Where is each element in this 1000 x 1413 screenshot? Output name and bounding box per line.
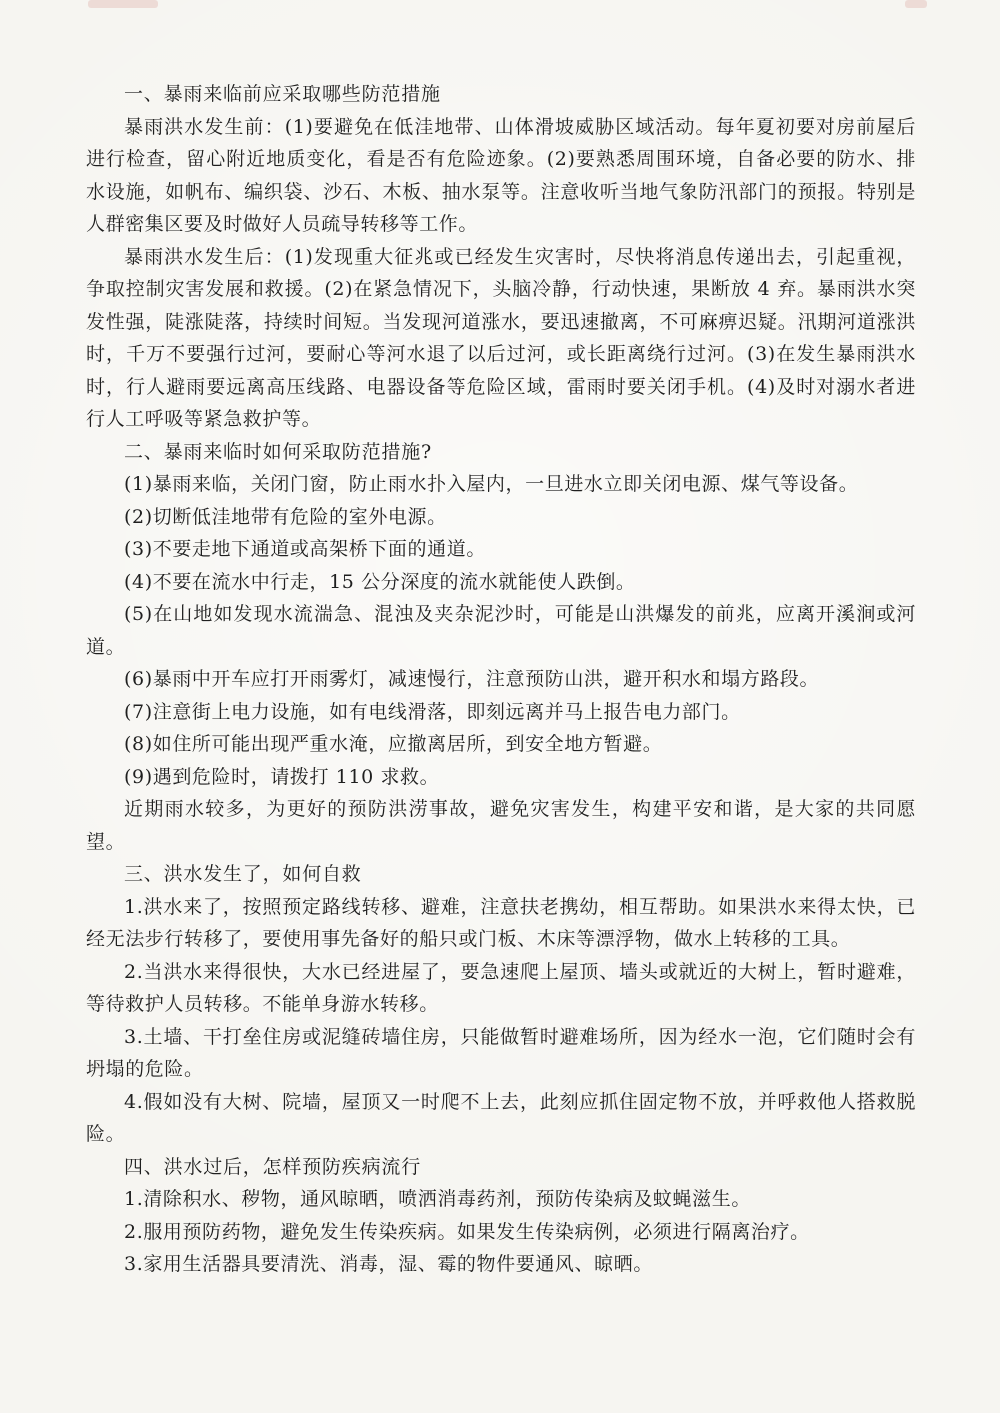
- list-item: 1.洪水来了，按照预定路线转移、避难，注意扶老携幼，相互帮助。如果洪水来得太快，已经无法步行转移了，要使用事先备好的船只或门板、木床等漂浮物，做水上转移的工具。: [86, 895, 916, 950]
- scan-artifact: [905, 0, 927, 8]
- paragraph: 近期雨水较多，为更好的预防洪涝事故，避免灾害发生，构建平安和谐，是大家的共同愿望。: [86, 798, 916, 853]
- paragraph: 暴雨洪水发生前：(1)要避免在低洼地带、山体滑坡威胁区域活动。每年夏初要对房前屋后进行检查，留心附近地质变化，看是否有危险迹象。(2)要熟悉周围环境，自备必要的防水、排水设施，如帆布、编织袋、沙石、木板、抽水泵等。注意收听当地气象防汛部门的预报。特别是人群密集区要及时做好人员疏导转移等工作。: [86, 115, 916, 235]
- list-item: (5)在山地如发现水流湍急、混浊及夹杂泥沙时，可能是山洪爆发的前兆，应离开溪涧或河道。: [86, 603, 916, 658]
- section-heading: 二、暴雨来临时如何采取防范措施?: [124, 440, 432, 463]
- list-item: 3.家用生活器具要清洗、消毒，湿、霉的物件要通风、晾晒。: [124, 1253, 653, 1275]
- document-body: [86, 78, 916, 1281]
- list-item: 4.假如没有大树、院墙，屋顶又一时爬不上去，此刻应抓住固定物不放，并呼救他人搭救脱险。: [86, 1090, 916, 1145]
- list-item: (4)不要在流水中行走，15 公分深度的流水就能使人跌倒。: [124, 570, 636, 593]
- list-item: (3)不要走地下通道或高架桥下面的通道。: [124, 538, 486, 560]
- section-heading: 四、洪水过后，怎样预防疾病流行: [124, 1155, 422, 1178]
- list-item: (7)注意街上电力设施，如有电线滑落，即刻远离并马上报告电力部门。: [124, 700, 741, 723]
- list-item: 2.当洪水来得很快，大水已经进屋了，要急速爬上屋顶、墙头或就近的大树上，暂时避难，等待救护人员转移。不能单身游水转移。: [86, 960, 916, 1015]
- section-heading: 一、暴雨来临前应采取哪些防范措施: [124, 83, 441, 105]
- list-item: 3.土墙、干打垒住房或泥缝砖墙住房，只能做暂时避难场所，因为经水一泡，它们随时会有坍塌的危险。: [86, 1025, 916, 1080]
- list-item: (2)切断低洼地带有危险的室外电源。: [124, 505, 447, 528]
- scan-artifact: [88, 0, 158, 8]
- list-item: 1.清除积水、秽物，通风晾晒，喷洒消毒药剂，预防传染病及蚊蝇滋生。: [124, 1188, 751, 1210]
- list-item: (6)暴雨中开车应打开雨雾灯，减速慢行，注意预防山洪，避开积水和塌方路段。: [124, 668, 820, 690]
- section-heading: 三、洪水发生了，如何自救: [124, 863, 362, 885]
- list-item: 2.服用预防药物，避免发生传染疾病。如果发生传染病例，必须进行隔离治疗。: [124, 1220, 810, 1243]
- paragraph: 暴雨洪水发生后：(1)发现重大征兆或已经发生灾害时，尽快将消息传递出去，引起重视，争取控制灾害发展和救援。(2)在紧急情况下，头脑冷静，行动快速，果断放 4 弃。暴雨洪水突发性强，陡涨陡落，持续时间短。当发现河道涨水，要迅速撤离，不可麻痹迟疑。汛期河道涨洪时，千万不要强行过河，要耐心等河水退了以后过河，或长距离绕行过河。(3)在发生暴雨洪水时，行人避雨要远离高压线路、电器设备等危险区域，雷雨时要关闭手机。(4)及时对溺水者进行人工呼吸等紧急救护等。: [86, 245, 916, 430]
- list-item: (9)遇到危险时，请拨打 110 求救。: [124, 765, 440, 788]
- list-item: (8)如住所可能出现严重水淹，应撤离居所，到安全地方暂避。: [124, 733, 663, 755]
- list-item: (1)暴雨来临，关闭门窗，防止雨水扑入屋内，一旦进水立即关闭电源、煤气等设备。: [124, 473, 859, 495]
